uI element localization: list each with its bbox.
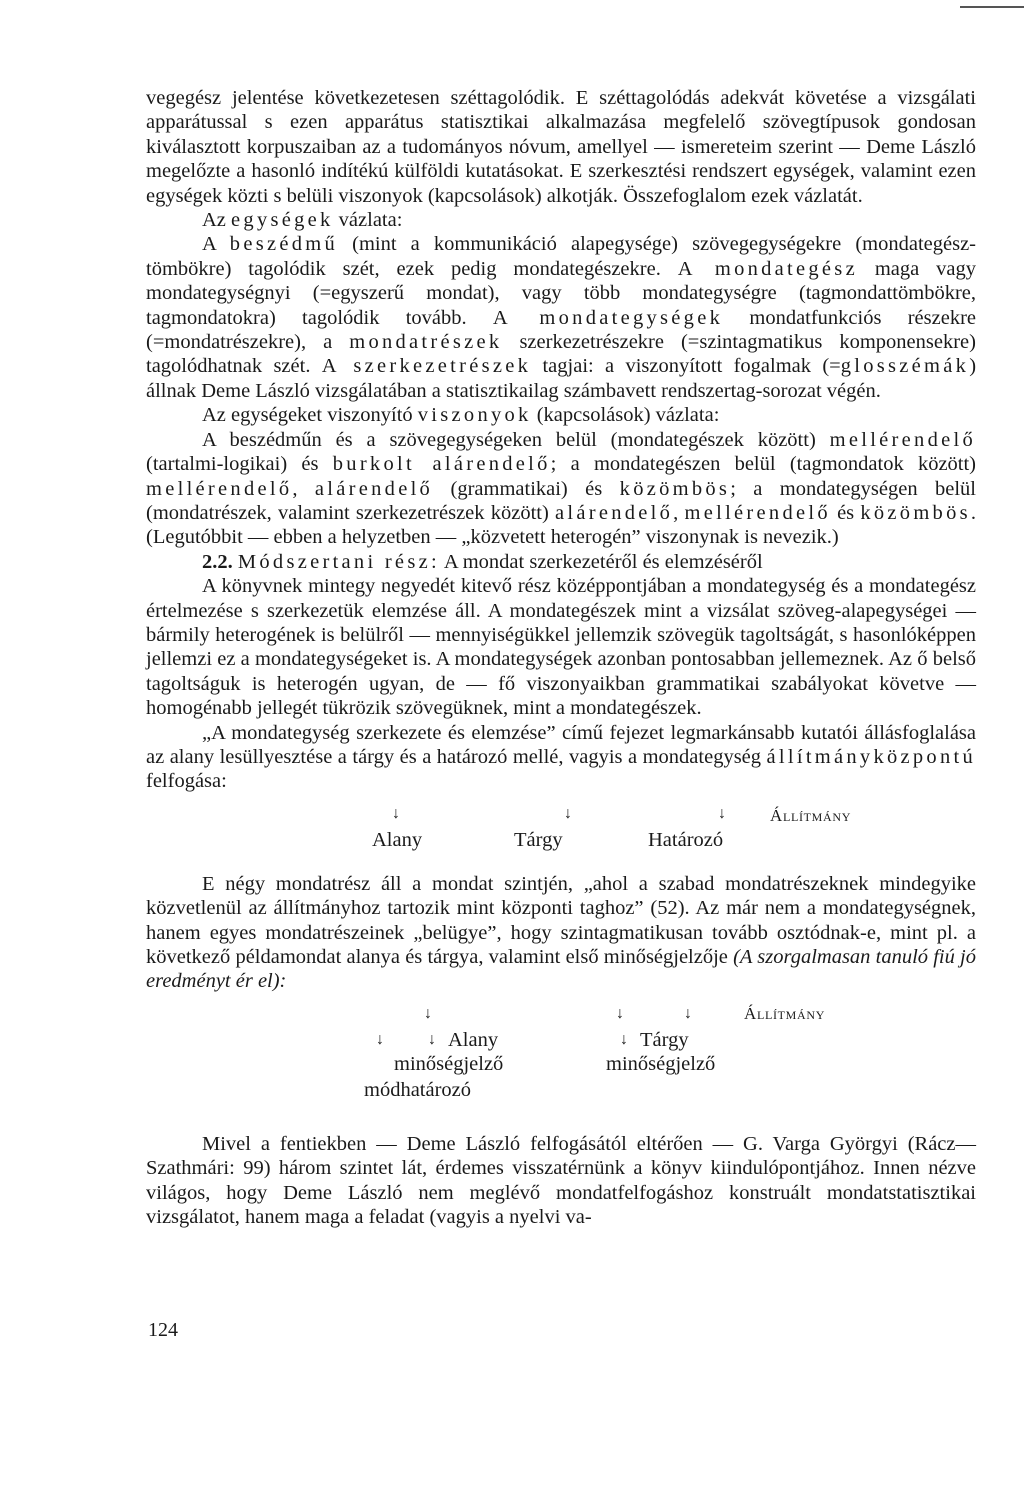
down-arrow-icon: ↓: [392, 804, 400, 822]
spaced-term: közömbös: [619, 477, 731, 500]
spaced-term: alárendelő: [314, 477, 434, 500]
paragraph-levels: [146, 872, 976, 994]
diagram-subordinate-structure: [146, 1000, 976, 1120]
section-number: 2.2.: [202, 550, 238, 573]
spaced-term: közömbös: [860, 501, 971, 524]
text-run: . (Legutóbbit — ebben a helyzetben — „közvetett heterogén” viszonynak is nevezik.): [146, 501, 976, 549]
page-body: [146, 86, 976, 1229]
down-arrow-icon: ↓: [564, 804, 572, 822]
text-run: ) állnak Deme László vizsgálatában a statisztikailag számbavett rendszertag-sorozat végén.: [146, 355, 977, 402]
top-rule: [960, 6, 1024, 8]
text-run: és: [830, 501, 861, 524]
down-arrow-icon: ↓: [376, 1030, 384, 1048]
paragraph-conclusion: Mivel a fentiekben — Deme László felfogásától eltérően — G. Varga Györgyi (Rácz—Szathmári: 99) három szintet lát, érdemes visszatérnünk a könyv kiindulópontjához. Innen nézve világos, hogy Deme László nem meglévő mondatfelfogáshoz konstruált mondatstatisztikai vizsgálatot, hanem maga a feladat (vagyis a nyelvi va-: [146, 1132, 976, 1229]
paragraph-units: [146, 232, 976, 403]
diagram-subject: Alany: [372, 828, 423, 851]
text-run: felfogása:: [146, 770, 227, 793]
text-run: A mondat szerkezetéről és elemzéséről: [439, 550, 763, 573]
example-sentence: (A szorgalmasan tanuló fiú jó eredményt ér el):: [146, 946, 977, 993]
text-run: Az egységeket viszonyító: [202, 404, 418, 427]
page-number: 124: [148, 1319, 178, 1341]
paragraph-relations-heading: [146, 403, 976, 427]
text-run: A: [202, 233, 230, 256]
text-run: ,: [673, 501, 685, 524]
text-run: (mint a kommunikáció alapegysége) szövegegységekre (mondategész-tömbökre) tagolódik szét, ezek pedig mondategészekre.: [146, 233, 976, 280]
spaced-term: A mondategész: [677, 257, 858, 280]
diagram-object: Tárgy: [640, 1028, 689, 1051]
spaced-term: alárendelő: [555, 501, 674, 524]
diagram-adverbial: Határozó: [648, 828, 724, 851]
text-run: (tartalmi-logikai) és: [146, 453, 333, 476]
text-run: E négy mondatrész áll a mondat szintjén, „ahol a szabad mondatrészeknek mindegyike közvetlenül az állítmányhoz tartozik mint központi taghoz” (52). Az már nem a mondategységnek, hanem egyes mondatrészeinek „belügye”, hogy szintagmatikusan tovább osztódnak-e, mint pl. a következő példamondat alanya és tárgya, valamint első minőségjelzője: [146, 872, 976, 968]
spaced-term: mellérendelő: [829, 428, 976, 451]
text-run: „A mondategység szerkezete és elemzése” című fejezet legmarkánsabb kutatói állásfoglalása az alany lesüllyesztése a tárgy és a határozó mellé, vagyis a mondategység: [146, 721, 976, 768]
down-arrow-icon: ↓: [428, 1030, 436, 1048]
text-run: A beszédműn és a szövegegységeken belül (mondategészek között): [202, 428, 830, 451]
down-arrow-icon: ↓: [620, 1030, 628, 1048]
text-run: tagjai: a viszonyított fogalmak (=: [531, 355, 841, 378]
spaced-term: állítmányközpontú: [766, 745, 976, 768]
down-arrow-icon: ↓: [424, 1004, 432, 1022]
spaced-term: mondatrészek: [349, 331, 503, 354]
text-run: mondatfunkciós részekre (=mondatrészekre), a: [146, 306, 976, 354]
spaced-term: glosszémák: [840, 355, 970, 378]
diagram-sentence-parts: [146, 802, 976, 866]
down-arrow-icon: ↓: [616, 1004, 624, 1022]
diagram-attribute-2: minőségjelző: [606, 1052, 716, 1075]
paragraph-units-heading: [146, 208, 976, 232]
paragraph-relations: [146, 428, 976, 550]
spaced-term: mellérendelő: [146, 477, 293, 500]
text-run: ; a mondategészen belül (tagmondatok között): [550, 453, 977, 476]
diagram-subject: Alany: [448, 1028, 499, 1051]
text-run: Az: [202, 209, 232, 232]
spaced-term: beszédmű: [229, 233, 339, 256]
diagram-attribute-1: minőségjelző: [394, 1052, 504, 1075]
spaced-term: egységek: [231, 209, 334, 232]
text-run: ,: [292, 477, 315, 500]
text-run: vázlata:: [333, 209, 403, 232]
diagram-predicate: Állítmány: [770, 805, 852, 825]
paragraph-predicate-center: [146, 721, 976, 794]
diagram-object: Tárgy: [514, 828, 563, 851]
text-run: (grammatikai) és: [433, 477, 620, 500]
diagram-predicate: Állítmány: [744, 1003, 826, 1023]
down-arrow-icon: ↓: [684, 1004, 692, 1022]
spaced-term: mellérendelő: [684, 501, 831, 524]
spaced-term: burkolt alárendelő: [332, 453, 551, 476]
text-run: maga vagy mondategységnyi (=egyszerű mondat), vagy több mondategységre (tagmondattömbökre, tagmondatokra) tagolódik tovább.: [146, 257, 976, 329]
text-run: szerkezetrészekre (=szintagmatikus komponensekre) tagolódhatnak szét.: [146, 331, 976, 378]
section-heading: [146, 550, 976, 574]
down-arrow-icon: ↓: [718, 804, 726, 822]
text-run: ; a mondategységen belül (mondatrészek, valamint szerkezetrészek között): [146, 477, 976, 524]
spaced-term: Módszertani rész:: [237, 550, 440, 573]
text-run: (kapcsolások) vázlata:: [531, 404, 720, 427]
spaced-term: A mondategységek: [492, 306, 724, 329]
spaced-term: A szerkezetrészek: [321, 355, 532, 378]
spaced-term: viszonyok: [417, 404, 532, 427]
diagram-manner-adverbial: módhatározó: [364, 1078, 472, 1101]
paragraph-intro: vegegész jelentése következetesen széttagolódik. E széttagolódás adekvát követése a vizsgálati apparátussal s ezen apparátus statisztikai alkalmazása megfelelő szövegtípusok gondosan kiválasztott korpuszaiban az a tudományos nóvum, amellyel — ismereteim szerint — Deme László megelőzte a hasonló indítékú külföldi kutatásokat. E szerkesztési rendszert egységek, valamint ezen egységek közti s belüli viszonyok (kapcsolások) alkotják. Összefoglalom ezek vázlatát.: [146, 87, 976, 207]
paragraph-methods: A könyvnek mintegy negyedét kitevő rész középpontjában a mondategység és a mondategész értelmezése s szerkezetük elemzése áll. A mondategészek mint a vizsálat szöveg-alapegységei — bármily heterogének is belülről — mennyiségükkel jellemzik szövegük tagoltságát, s hasonlóképpen jellemzi ez a mondategységeket is. A mondategységek azonban pontosabban jellemeznek. Az ő belső tagoltságuk is heterogén ugyan, de — fő viszonyaikban grammatikai szabályokat követve — homogénabb jellegét tükrözik szövegüknek, mint a mondategészek.: [146, 575, 976, 720]
